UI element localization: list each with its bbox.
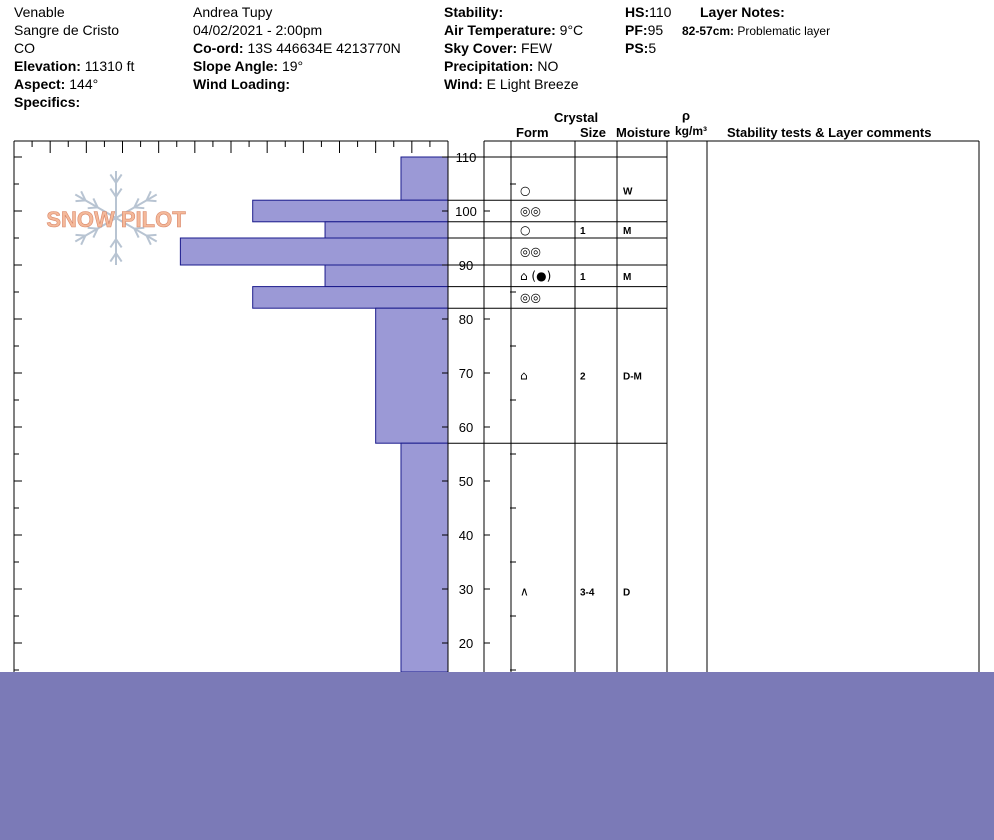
wind-loading-label: Wind Loading: <box>193 76 291 92</box>
layer-form-7: ∧ <box>520 584 529 599</box>
layer-size-2: 1 <box>580 225 586 237</box>
mountain-range: Sangre de Cristo <box>14 22 120 38</box>
layer-form-3: ◎◎ <box>520 244 541 259</box>
layer-moisture-7: D <box>623 587 631 599</box>
coord-label: Co-ord: <box>193 40 244 56</box>
size-header: Size <box>580 125 607 140</box>
comments-header: Stability tests & Layer comments <box>727 125 932 140</box>
height-tick-label: 110 <box>455 150 477 165</box>
layer-table <box>448 141 979 672</box>
layer-form-6: ⌂ <box>520 368 528 383</box>
logo-text: SNOW PILOT <box>46 207 186 232</box>
slope-label: Slope Angle: <box>193 58 279 74</box>
ps-value: 5 <box>648 40 657 56</box>
height-tick-label: 40 <box>458 528 474 543</box>
layer-note-text: Problematic layer <box>737 24 831 38</box>
hardness-bar-2 <box>325 222 448 238</box>
layer-notes-label: Layer Notes: <box>700 4 785 20</box>
height-tick-label: 90 <box>458 258 474 273</box>
stability-label: Stability: <box>444 4 504 20</box>
precip-value: NO <box>537 58 559 74</box>
datetime: 04/02/2021 - 2:00pm <box>193 22 323 38</box>
state: CO <box>14 40 35 56</box>
height-tick-label: 80 <box>458 312 474 327</box>
layer-form-4: ⌂ (●) <box>520 268 552 283</box>
moisture-header: Moisture <box>616 125 671 140</box>
height-tick-label: 30 <box>458 582 474 597</box>
hardness-bars <box>180 157 448 672</box>
height-tick-label: 50 <box>458 474 474 489</box>
height-tick-label: 20 <box>458 636 474 651</box>
hs-value: 110 <box>649 4 672 20</box>
crystal-header: Crystal <box>554 110 599 125</box>
pf-label: PF: <box>625 22 648 38</box>
precip-label: Precipitation: <box>444 58 534 74</box>
layer-moisture-6: D-M <box>623 371 642 383</box>
density-unit: kg/m³ <box>675 124 708 138</box>
pf-value: 95 <box>647 22 664 38</box>
hardness-bar-4 <box>325 265 448 287</box>
observer: Andrea Tupy <box>193 4 273 20</box>
layer-size-7: 3-4 <box>580 587 595 599</box>
layer-form-0: ○ <box>520 183 531 198</box>
layer-form-5: ◎◎ <box>520 290 541 305</box>
layer-moisture-4: M <box>623 271 632 283</box>
footer-band <box>0 672 994 840</box>
height-tick-label: 60 <box>458 420 474 435</box>
sky-cover-value: FEW <box>521 40 553 56</box>
layer-size-6: 2 <box>580 371 586 383</box>
hardness-bar-5 <box>253 287 448 309</box>
layer-size-4: 1 <box>580 271 586 283</box>
elevation-value: 11310 ft <box>84 58 135 74</box>
hs-label: HS: <box>625 4 650 20</box>
hardness-bar-6 <box>376 308 448 443</box>
location-name: Venable <box>14 4 65 20</box>
ps-label: PS: <box>625 40 649 56</box>
density-symbol: ρ <box>682 108 691 123</box>
air-temp-label: Air Temperature: <box>444 22 556 38</box>
height-tick-label: 100 <box>455 204 477 219</box>
snowpilot-logo <box>46 171 186 265</box>
hardness-bar-3 <box>180 238 448 265</box>
form-header: Form <box>516 125 549 140</box>
layer-form-2: ○ <box>520 222 531 237</box>
layer-form-1: ◎◎ <box>520 204 541 218</box>
slope-value: 19° <box>281 58 304 74</box>
layer-moisture-0: W <box>623 186 633 198</box>
hardness-bar-7 <box>401 443 448 672</box>
height-axis <box>442 150 516 670</box>
aspect-value: 144° <box>69 76 99 92</box>
wind-label: Wind: <box>444 76 483 92</box>
air-temp-value: 9°C <box>559 22 584 38</box>
coord-value: 13S 446634E 4213770N <box>247 40 401 56</box>
layer-moisture-2: M <box>623 225 632 237</box>
wind-value: E Light Breeze <box>486 76 579 92</box>
hardness-bar-0 <box>401 157 448 200</box>
height-tick-label: 70 <box>458 366 474 381</box>
aspect-label: Aspect: <box>14 76 66 92</box>
hardness-bar-1 <box>253 200 448 222</box>
layer-note-range: 82-57cm: <box>682 24 735 38</box>
specifics-label: Specifics: <box>14 94 81 110</box>
sky-cover-label: Sky Cover: <box>444 40 518 56</box>
elevation-label: Elevation: <box>14 58 81 74</box>
